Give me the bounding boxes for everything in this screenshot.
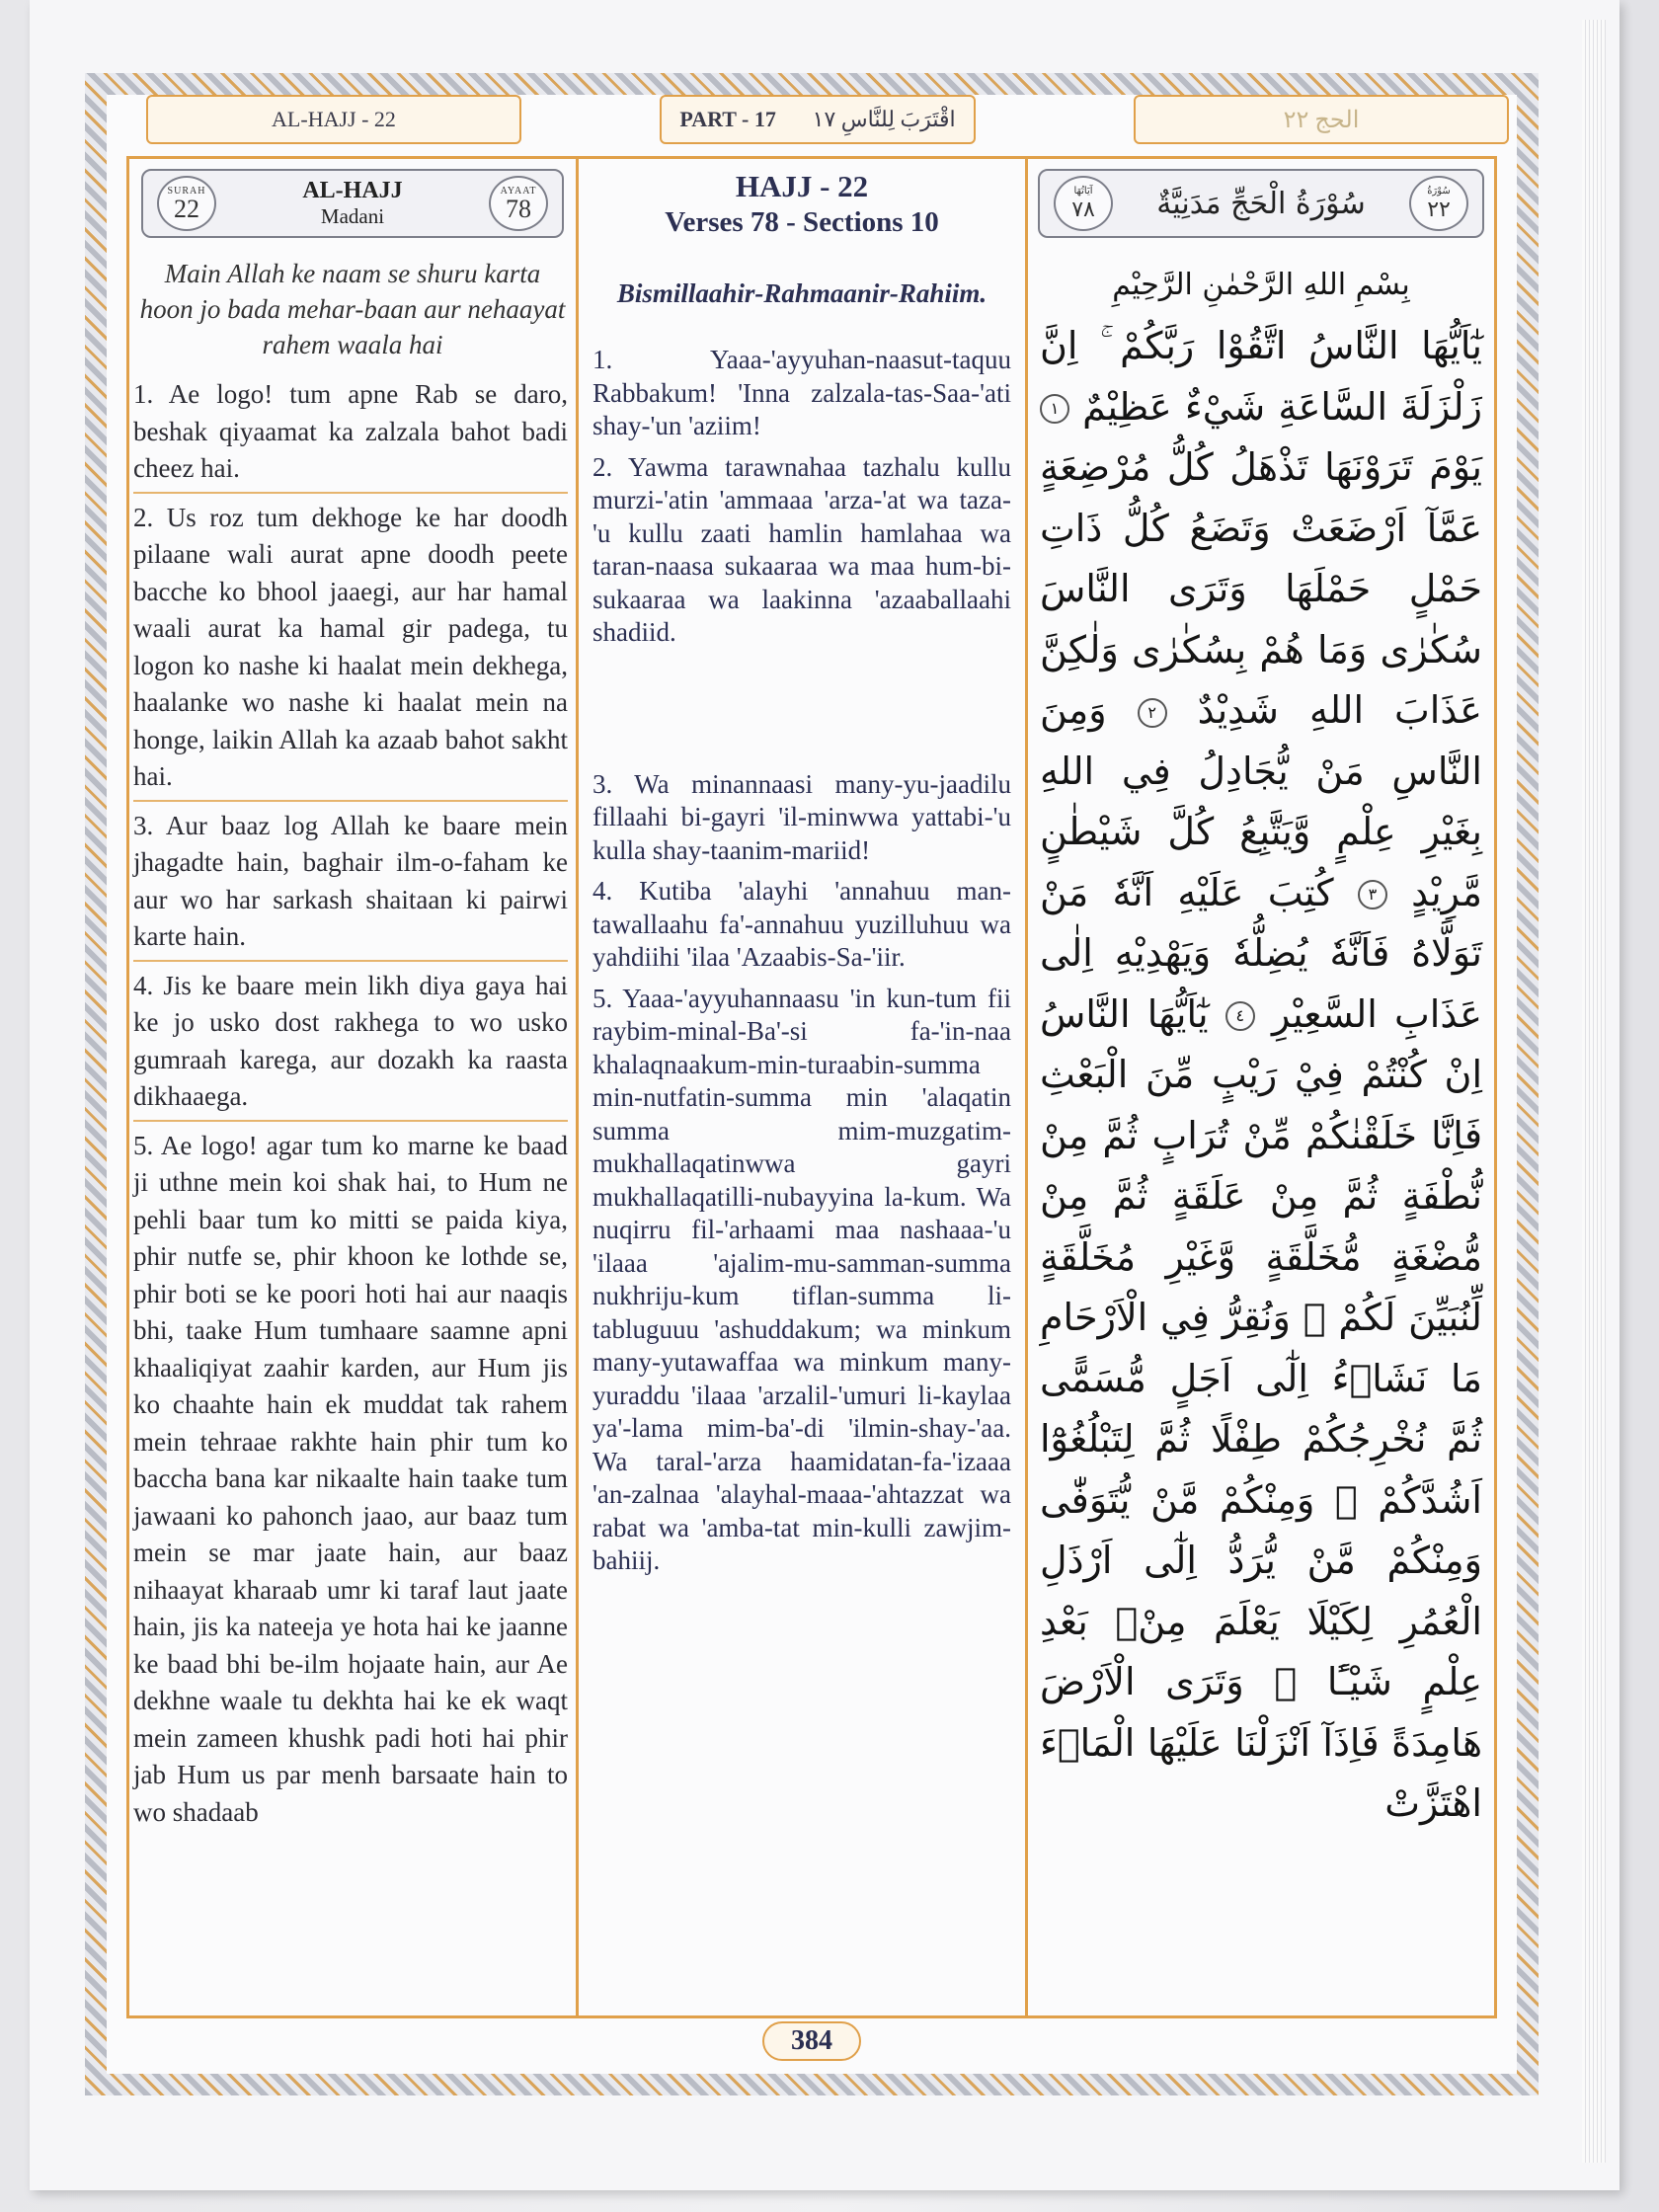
arabic-ayaat-number: ٧٨ [1071, 196, 1095, 221]
arabic-surah-label: سُوْرَةُ [1427, 185, 1451, 197]
transliteration-verse-3: 3. Wa minannaasi many-yu-jaadilu fillaahi bi-gayri 'il-minwwa yattabi-'u kulla shay-taanim-mariid! [592, 768, 1011, 865]
header-part-text: PART - 17 [679, 107, 776, 131]
arabic-surah-name: سُوْرَةُ الْحَجِّ مَدَنِيَّةٌ [1156, 186, 1366, 221]
verse-end-marker: ١ [1040, 394, 1069, 424]
surah-title [302, 178, 402, 229]
translation-verse-4: 4. Jis ke baare mein likh diya gaya hai ke jo usko dost rakhega to wo usko gumraah karega, aur dozakh ka raasta dikhaaega. [133, 968, 568, 1122]
header-surah-left [146, 95, 521, 144]
surah-label: SURAH [167, 185, 206, 197]
arabic-surah-number: ٢٢ [1427, 196, 1451, 221]
arabic-ayaat-medallion [1054, 176, 1113, 231]
arabic-text [1028, 268, 1494, 1835]
arabic-verse-5: يٰٓاَيُّهَا النَّاسُ اِنْ كُنْتُمْ فِيْ رَيْبٍ مِّنَ الْبَعْثِ فَاِنَّا خَلَقْنٰكُمْ مِّنْ تُرَابٍ ثُمَّ مِنْ نُّطْفَةٍ ثُمَّ مِنْ عَلَقَةٍ ثُمَّ مِنْ مُّضْغَةٍ مُّخَلَّقَةٍ وَّغَيْرِ مُخَلَّقَةٍ لِّنُبَيِّنَ لَكُمْ ۭ وَنُقِرُّ فِي الْاَرْحَامِ مَا نَشَاۗءُ اِلٰٓى اَجَلٍ مُّسَمًّى ثُمَّ نُخْرِجُكُمْ طِفْلًا ثُمَّ لِتَبْلُغُوْٓا اَشُدَّكُمْ ۚ وَمِنْكُمْ مَّنْ يُّتَوَفّٰى وَمِنْكُمْ مَّنْ يُّرَدُّ اِلٰٓى اَرْذَلِ الْعُمُرِ لِكَيْلَا يَعْلَمَ مِنْۢ بَعْدِ عِلْمٍ شَيْـًٔا ۭ وَتَرَى الْاَرْضَ هَامِدَةً فَاِذَآ اَنْزَلْنَا عَلَيْهَا الْمَاۗءَ اهْتَزَّتْ [1040, 991, 1482, 1825]
translation-verse-3: 3. Aur baaz log Allah ke baare mein jhagadte hain, baghair ilm-o-faham ke aur wo har sarkash shaitaan ki pairwi karte hain. [133, 808, 568, 962]
chapter-heading [579, 169, 1025, 239]
header-part-arabic: اقْتَرَبَ لِلنَّاسِ ١٧ [812, 107, 956, 131]
verse-end-marker: ٢ [1138, 698, 1167, 728]
transliteration-verse-1: 1. Yaaa-'ayyuhan-naasut-taquu Rabbakum! 'Inna zalzala-tas-Saa-'ati shay-'un 'aziim! [592, 345, 1011, 440]
surah-number: 22 [174, 194, 199, 223]
transliteration-verse-4: 4. Kutiba 'alayhi 'annahuu man-tawallaahu fa'-annahuu yuzilluhuu wa yahdiihi 'ilaa 'Azaabis-Sa-'iir. [592, 876, 1011, 972]
translation-verse-5: 5. Ae logo! agar tum ko marne ke baad ji uthne mein koi shak hai, to Hum ne pehli baar tum ko mitti se paida kiya, phir nutfe se, phir khoon ke lothde se, phir boti se ke poori hoti hai aur naaqis bhi, taake Hum tumhaare saamne apni khaaliqiyat zaahir karden, aur Hum jis ko chaahte hain ek muddat tak rahem mein tehraae rakhte hain phir tum ko baccha bana kar nikaalte hain taake tum jawaani ko pahonch jaao, aur baaz tum mein se mar jaate hain, aur baaz nihaayat kharaab umr ki taraf laut jaate hain, jis ka nateeja ye hota hai ke jaanne ke baad bhi be-ilm hojaate hain, aur Ae dekhne waale tu dekhta hai ke ek waqt mein zameen khushk padi hoti hai phir jab Hum us par menh barsaate hain to wo shadaab [133, 1130, 568, 1827]
content-area [126, 156, 1497, 2056]
arabic-bismillah: بِسْمِ اللهِ الرَّحْمٰنِ الرَّحِيْمِ [1112, 268, 1410, 302]
translation-verse-1: 1. Ae logo! tum apne Rab se daro, beshak qiyaamat ka zalzala bahot badi cheez hai. [133, 376, 568, 494]
ayaat-number: 78 [506, 194, 531, 223]
translation-text [129, 376, 576, 1835]
transliteration-column [579, 159, 1028, 2015]
header-surah-right [1134, 95, 1509, 144]
arabic-column [1028, 159, 1494, 2015]
verse-end-marker: ٤ [1225, 1001, 1255, 1031]
surah-number-medallion [157, 176, 216, 231]
page-number-text: 384 [791, 2025, 832, 2056]
verse-end-marker: ٣ [1358, 880, 1387, 909]
header-part [660, 95, 976, 144]
transliteration-bismillah: Bismillaahir-Rahmaanir-Rahiim. [616, 278, 988, 308]
translation-intro: Main Allah ke naam se shuru karta hoon jo bada mehar-baan aur nehaayat rahem waala hai [139, 259, 566, 359]
arabic-surah-medallion [1409, 176, 1468, 231]
arabic-ayaat-label: آيَاتُهَا [1073, 185, 1093, 197]
transliteration-verse-5: 5. Yaaa-'ayyuhannaasu 'in kun-tum fii raybim-minal-Ba'-si fa-'in-naa khalaqnaakum-min-turaabin-summa min-nutfatin-summa min 'alaqatin summa mim-muzgatim-mukhallaqatinwwa gayri mukhallaqatilli-nubayyina la-kum. Wa nuqirru fil-'arhaami maa nashaaa-'u 'ilaaa 'ajalim-mu-samman-summa nukhriju-kum tiflan-summa li-tabluguuu 'ashuddakum; wa minkum many-yutawaffaa wa minkum many-yuraddu 'ilaaa 'arzalil-'umuri li-kaylaa ya'-lama mim-ba'-di 'ilmin-shay-'aa. Wa taral-'arza haamidatan-fa-'izaaa 'an-zalnaa 'alayhal-maaa-'ahtazzat wa rabat wa 'amba-tat min-kulli zawjim-bahiij. [592, 983, 1011, 1575]
header-right-text: الحج ٢٢ [1283, 107, 1360, 133]
book-page [30, 0, 1620, 2190]
arabic-verse-4: كُتِبَ عَلَيْهِ اَنَّهٗ مَنْ تَوَلَّاهُ فَاَنَّهٗ يُضِلُّهٗ وَيَهْدِيْهِ اِلٰى عَذَابِ السَّعِيْرِ [1040, 870, 1482, 1036]
arabic-verse-1: يٰٓاَيُّهَا النَّاسُ اتَّقُوْا رَبَّكُمْ ۚ اِنَّ زَلْزَلَةَ السَّاعَةِ شَيْءٌ عَظِيْمٌ [1040, 324, 1482, 429]
chapter-title: HAJJ - 22 [735, 169, 869, 203]
arabic-verses [1040, 316, 1482, 1835]
arabic-verse-2: يَوْمَ تَرَوْنَهَا تَذْهَلُ كُلُّ مُرْضِعَةٍ عَمَّآ اَرْضَعَتْ وَتَضَعُ كُلُّ ذَاتِ حَمْلٍ حَمْلَهَا وَتَرَى النَّاسَ سُكٰرٰى وَمَا هُمْ بِسُكٰرٰى وَلٰكِنَّ عَذَابَ اللهِ شَدِيْدٌ [1040, 445, 1482, 732]
ayaat-medallion [489, 176, 548, 231]
translation-column [129, 159, 579, 2015]
surah-info-box [141, 169, 564, 238]
transliteration-verse-2: 2. Yawma tarawnahaa tazhalu kullu murzi-'atin 'ammaaa 'arza-'at wa taza-'u kullu zaati hamlin hamlahaa wa taran-naasa sukaaraa wa maa hum-bi-sukaaraa wa laakinna 'azaaballaahi shadiid. [592, 451, 1011, 647]
transliteration-text [579, 344, 1025, 1578]
verse-gap [592, 658, 1011, 768]
arabic-surah-box [1038, 169, 1484, 238]
chapter-subtitle: Verses 78 - Sections 10 [665, 206, 939, 238]
page-edges [1582, 20, 1606, 2163]
arabic-verse-3: وَمِنَ النَّاسِ مَنْ يُّجَادِلُ فِي اللهِ بِغَيْرِ عِلْمٍ وَّيَتَّبِعُ كُلَّ شَيْطٰنٍ مَّرِيْدٍ [1040, 688, 1482, 914]
ayaat-label: AYAAT [500, 185, 537, 197]
surah-name: AL-HAJJ [302, 178, 403, 203]
decorative-border [85, 73, 1539, 2095]
page-number [762, 2021, 861, 2061]
surah-type: Madani [320, 204, 385, 228]
translation-verse-2: 2. Us roz tum dekhoge ke har doodh pilaane wali aurat apne doodh peete bacche ko bhool jaaegi, aur har hamal waali aurat ka hamal gir padega, tu logon ko nashe ki haalat mein dekhega, haalanke wo nashe ki haalat mein na honge, laikin Allah ka azaab bahot sakht hai. [133, 500, 568, 802]
header-left-text: AL-HAJJ - 22 [272, 107, 396, 131]
